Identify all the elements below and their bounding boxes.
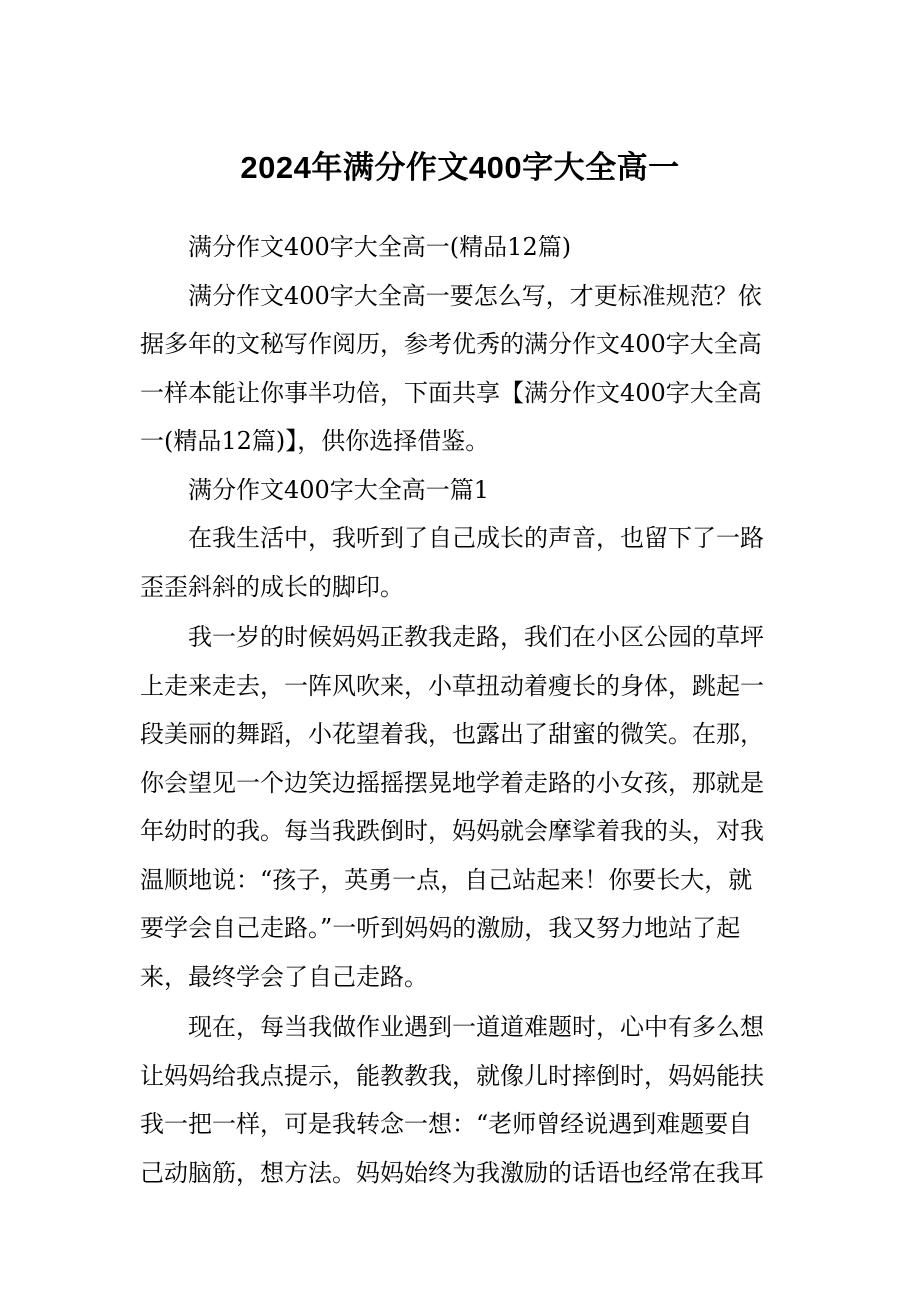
paragraph-line: 现在，每当我做作业遇到一道道难题时，心中有多么想	[188, 1013, 764, 1041]
paragraph-line: 上走来走去，一阵风吹来，小草扭动着瘦长的身体，跳起一	[140, 671, 764, 700]
intro-paragraph-line: 一样本能让你事半功倍，下面共享【满分作文400字大全高	[140, 378, 762, 407]
paragraph-line: 让妈妈给我点提示，能教教我，就像儿时摔倒时，妈妈能扶	[140, 1061, 764, 1090]
paragraph-line: 来，最终学会了自己走路。	[140, 962, 428, 991]
paragraph-line: 歪歪斜斜的成长的脚印。	[140, 572, 404, 601]
subtitle-line: 满分作文400字大全高一(精品12篇)	[188, 233, 572, 261]
paragraph-line: 我一把一样，可是我转念一想：“老师曾经说遇到难题要自	[140, 1110, 753, 1138]
intro-paragraph-line: 满分作文400字大全高一要怎么写，才更标准规范？依	[188, 281, 762, 310]
paragraph-line: 要学会自己走路。”一听到妈妈的激励，我又努力地站了起	[140, 914, 741, 942]
paragraph-line: 你会望见一个边笑边摇摇摆晃地学着走路的小女孩，那就是	[140, 768, 764, 797]
intro-paragraph-line: 一(精品12篇)】，供你选择借鉴。	[140, 427, 490, 455]
paragraph-line: 己动脑筋，想方法。妈妈始终为我激励的话语也经常在我耳	[140, 1158, 764, 1187]
intro-paragraph-line: 据多年的文秘写作阅历，参考优秀的满分作文400字大全高	[140, 330, 762, 358]
paragraph-line: 在我生活中，我听到了自己成长的声音，也留下了一路	[188, 524, 764, 552]
paragraph-line: 温顺地说：“孩子，英勇一点，自己站起来！你要长大，就	[140, 865, 753, 894]
paragraph-line: 年幼时的我。每当我跌倒时，妈妈就会摩挲着我的头，对我	[140, 817, 764, 845]
paragraph-line: 段美丽的舞蹈，小花望着我，也露出了甜蜜的微笑。在那，	[140, 720, 764, 748]
document-title: 2024年满分作文400字大全高一	[240, 150, 680, 185]
document-body	[140, 223, 790, 1197]
section-heading: 满分作文400字大全高一篇1	[188, 475, 490, 504]
paragraph-line: 我一岁的时候妈妈正教我走路，我们在小区公园的草坪	[188, 623, 764, 651]
